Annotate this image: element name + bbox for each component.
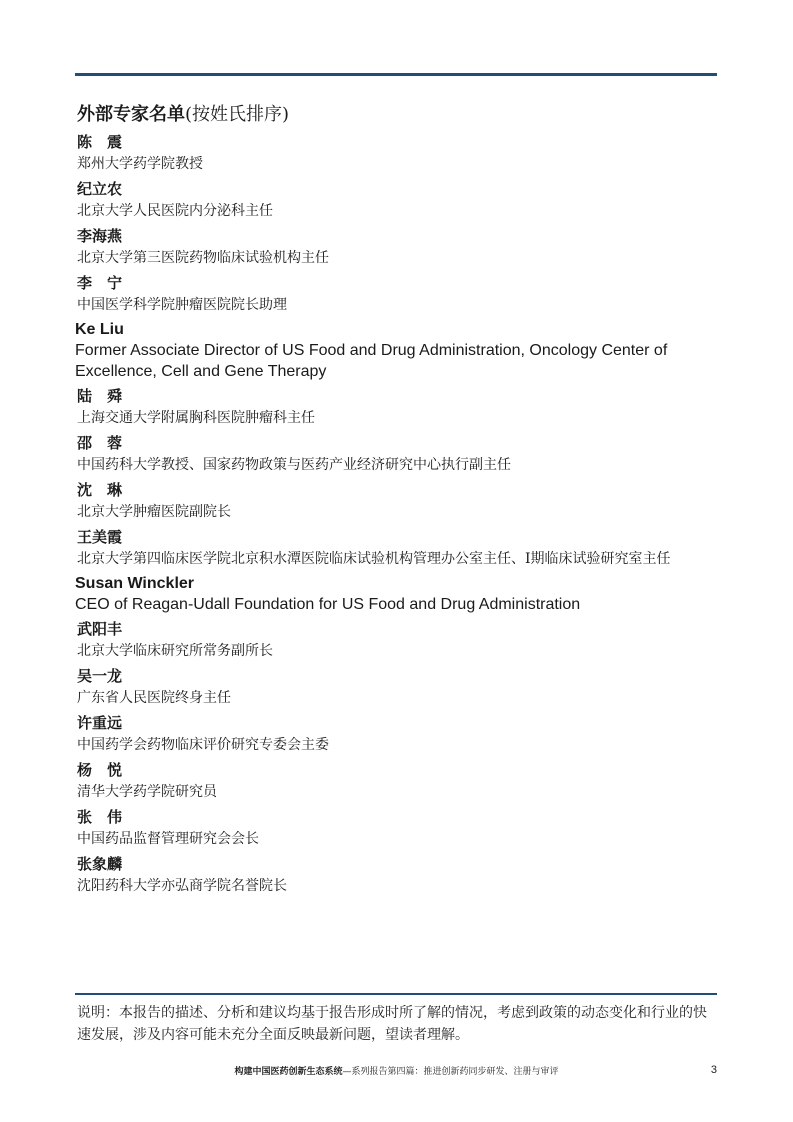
expert-title: 上海交通大学附属胸科医院肿瘤科主任 — [77, 410, 315, 426]
expert-entry — [77, 178, 717, 222]
expert-title: 中国药科大学教授、国家药物政策与医药产业经济研究中心执行副主任 — [77, 457, 511, 473]
page-number: 3 — [710, 1064, 717, 1076]
expert-entry — [77, 385, 717, 429]
expert-title: 北京大学肿瘤医院副院长 — [77, 504, 231, 520]
expert-name: 许重远 — [77, 714, 123, 732]
expert-entry — [77, 712, 717, 756]
expert-entry — [77, 432, 717, 476]
expert-entry — [77, 806, 717, 850]
expert-name: 王美霞 — [77, 528, 123, 546]
expert-entry — [77, 272, 717, 316]
expert-name: Susan Winckler — [75, 575, 195, 592]
expert-entry — [77, 319, 717, 382]
expert-name: 李海燕 — [77, 227, 123, 245]
expert-name: Ke Liu — [75, 321, 124, 338]
expert-title: 中国医学科学院肿瘤医院院长助理 — [77, 297, 287, 313]
top-divider — [75, 73, 717, 76]
expert-title: 北京大学临床研究所常务副所长 — [77, 643, 273, 659]
expert-title: 广东省人民医院终身主任 — [77, 690, 231, 706]
section-heading — [77, 102, 289, 128]
expert-title: 清华大学药学院研究员 — [77, 784, 217, 800]
expert-name: 吴一龙 — [77, 667, 123, 685]
expert-title: Former Associate Director of US Food and Drug Administration, Oncology Center of Excellence, Cell and Gene Therapy — [75, 342, 668, 380]
expert-title: 中国药学会药物临床评价研究专委会主委 — [77, 737, 329, 753]
expert-title: 北京大学人民医院内分泌科主任 — [77, 203, 273, 219]
expert-entry — [77, 573, 717, 615]
expert-entry — [77, 131, 717, 175]
expert-list — [77, 131, 717, 900]
heading-subtitle: (按姓氏排序) — [185, 104, 290, 125]
expert-name: 张象麟 — [77, 855, 123, 873]
expert-entry — [77, 665, 717, 709]
bottom-divider — [75, 993, 717, 995]
expert-entry — [77, 853, 717, 897]
expert-name: 陈 震 — [77, 133, 123, 151]
expert-entry — [77, 618, 717, 662]
expert-title: 沈阳药科大学亦弘商学院名誉院长 — [77, 878, 287, 894]
footer-subtitle: —系列报告第四篇：推进创新药同步研发、注册与审评 — [342, 1067, 559, 1077]
expert-title: 中国药品监督管理研究会会长 — [77, 831, 259, 847]
expert-name: 邵 蓉 — [77, 434, 123, 452]
heading-title: 外部专家名单 — [77, 104, 185, 125]
expert-name: 纪立农 — [77, 180, 123, 198]
expert-name: 杨 悦 — [77, 761, 123, 779]
expert-name: 武阳丰 — [77, 620, 123, 638]
expert-entry — [77, 225, 717, 269]
expert-entry — [77, 759, 717, 803]
expert-name: 陆 舜 — [77, 387, 123, 405]
expert-title: 北京大学第三医院药物临床试验机构主任 — [77, 250, 329, 266]
expert-title: 郑州大学药学院教授 — [77, 156, 203, 172]
page-footer — [0, 1066, 793, 1078]
disclaimer-note: 说明：本报告的描述、分析和建议均基于报告形成时所了解的情况，考虑到政策的动态变化和行业的快速发展，涉及内容可能未充分全面反映最新问题，望读者理解。 — [77, 1005, 707, 1043]
expert-name: 沈 琳 — [77, 481, 123, 499]
expert-title: 北京大学第四临床医学院北京积水潭医院临床试验机构管理办公室主任、I期临床试验研究室主任 — [77, 551, 671, 567]
expert-name: 李 宁 — [77, 274, 123, 292]
expert-entry — [77, 526, 717, 570]
expert-name: 张 伟 — [77, 808, 123, 826]
footer-series-title: 构建中国医药创新生态系统 — [234, 1067, 343, 1077]
expert-entry — [77, 479, 717, 523]
expert-title: CEO of Reagan-Udall Foundation for US Food and Drug Administration — [75, 596, 581, 613]
